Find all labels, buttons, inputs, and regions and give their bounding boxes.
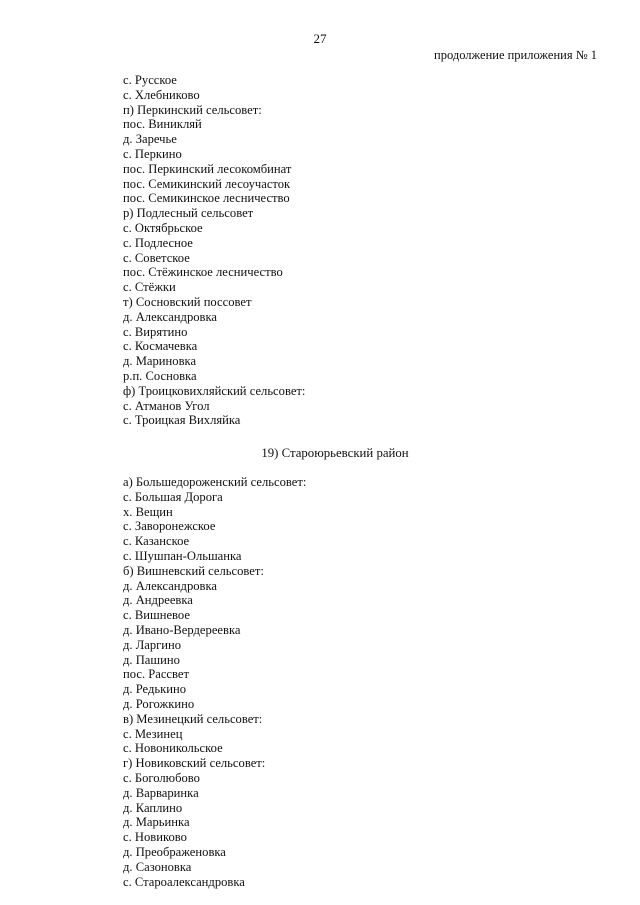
- list-item: с. Подлесное: [123, 235, 193, 250]
- list-item: б) Вишневский сельсовет:: [123, 563, 264, 578]
- list-item: с. Русское: [123, 73, 177, 87]
- list-item: с. Хлебниково: [123, 87, 200, 102]
- list-item: д. Редькино: [123, 682, 187, 697]
- list-item: с. Новиково: [123, 830, 187, 845]
- list-item: д. Сазоновка: [123, 859, 192, 874]
- list-item: с. Космачевка: [123, 339, 198, 354]
- list-item: д. Заречье: [123, 132, 177, 147]
- list-item: с. Боголюбово: [123, 770, 200, 785]
- list-item: с. Стёжки: [123, 280, 176, 295]
- list-item: с. Казанское: [123, 534, 190, 549]
- list-item: д. Каплино: [123, 800, 183, 815]
- list-item: п) Перкинский сельсовет:: [123, 102, 262, 117]
- list-item: а) Большедороженский сельсовет:: [123, 475, 307, 489]
- list-item: д. Александровка: [123, 578, 218, 593]
- settlement-list-1: [123, 73, 305, 428]
- list-item: с. Вишневое: [123, 608, 190, 623]
- list-item: пос. Перкинский лесокомбинат: [123, 161, 292, 176]
- list-item: ф) Троицковихляйский сельсовет:: [123, 383, 306, 398]
- list-item: д. Рогожкино: [123, 696, 195, 711]
- list-item: д. Александровка: [123, 309, 218, 324]
- list-item: д. Мариновка: [123, 354, 197, 369]
- list-item: с. Заворонежское: [123, 519, 216, 534]
- list-item: пос. Рассвет: [123, 667, 189, 682]
- list-item: с. Троицкая Вихляйка: [123, 413, 241, 428]
- list-item: пос. Семикинский лесоучасток: [123, 176, 291, 191]
- list-item: с. Атманов Угол: [123, 398, 210, 413]
- list-item: с. Перкино: [123, 146, 182, 161]
- list-item: д. Марьинка: [123, 815, 190, 830]
- list-item: д. Варваринка: [123, 785, 199, 800]
- list-item: д. Преображеновка: [123, 844, 226, 859]
- list-item: с. Староалександровка: [123, 874, 245, 889]
- list-item: пос. Семикинское лесничество: [123, 191, 290, 206]
- list-item: д. Андреевка: [123, 593, 193, 608]
- list-item: т) Сосновский поссовет: [123, 294, 252, 309]
- list-item: р.п. Сосновка: [123, 368, 197, 383]
- list-item: пос. Стёжинское лесничество: [123, 265, 283, 280]
- list-item: в) Мезинецкий сельсовет:: [123, 711, 263, 726]
- list-item: с. Новоникольское: [123, 741, 223, 756]
- list-item: с. Мезинец: [123, 726, 183, 741]
- list-item: д. Ивано-Вердереевка: [123, 622, 241, 637]
- list-item: с. Советское: [123, 250, 190, 265]
- list-item: д. Ларгино: [123, 637, 182, 652]
- settlement-list-2: [123, 475, 306, 889]
- list-item: с. Большая Дорога: [123, 489, 223, 504]
- page-number: 27: [313, 31, 327, 46]
- list-item: пос. Виникляй: [123, 117, 202, 132]
- list-item: д. Пашино: [123, 652, 180, 667]
- continuation-label: продолжение приложения № 1: [434, 48, 597, 62]
- list-item: с. Октябрьское: [123, 220, 203, 235]
- section-heading: 19) Староюрьевский район: [261, 446, 409, 460]
- list-item: г) Новиковский сельсовет:: [123, 756, 266, 771]
- list-item: х. Вещин: [123, 504, 173, 519]
- list-item: с. Вирятино: [123, 324, 188, 339]
- list-item: р) Подлесный сельсовет: [123, 206, 254, 221]
- list-item: с. Шушпан-Ольшанка: [123, 548, 242, 563]
